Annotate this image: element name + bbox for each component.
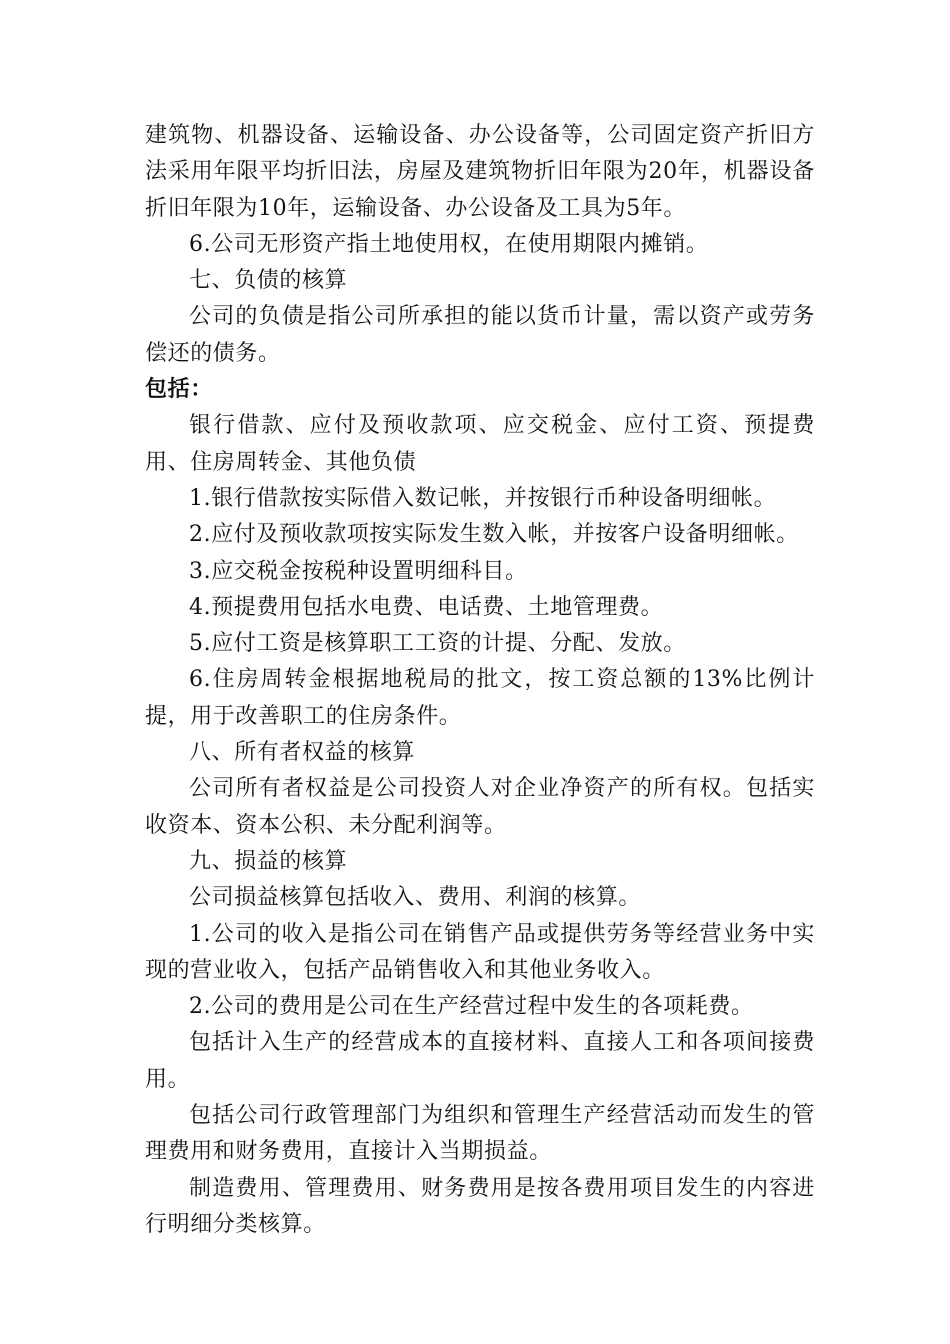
paragraph-payables-receivables: 2.应付及预收款项按实际发生数入帐，并按客户设备明细帐。: [189, 522, 799, 548]
paragraph-admin-costs: 包括公司行政管理部门为组织和管理生产经营活动而发生的管理费用和财务费用，直接计入当期损益。: [145, 1103, 815, 1165]
paragraph-liabilities-definition: 公司的负债是指公司所承担的能以货币计量，需以资产或劳务偿还的债务。: [145, 304, 815, 366]
heading-liabilities: 七、负债的核算: [189, 268, 348, 294]
paragraph-accrued-expenses: 4.预提费用包括水电费、电话费、土地管理费。: [189, 594, 664, 620]
heading-owners-equity: 八、所有者权益的核算: [189, 740, 416, 766]
heading-profit-loss: 九、损益的核算: [189, 848, 348, 874]
paragraph-housing-fund: 6.住房周转金根据地税局的批文，按工资总额的13%比例计提，用于改善职工的住房条件。: [145, 667, 815, 729]
paragraph-liabilities-list: 银行借款、应付及预收款项、应交税金、应付工资、预提费用、住房周转金、其他负债: [145, 413, 815, 475]
document-body: [145, 118, 815, 1243]
paragraph-wages-payable: 5.应付工资是核算职工工资的计提、分配、发放。: [189, 631, 686, 657]
paragraph-taxes: 3.应交税金按税种设置明细科目。: [189, 558, 528, 584]
label-includes: 包括：: [145, 377, 213, 403]
paragraph-profit-loss-scope: 公司损益核算包括收入、费用、利润的核算。: [189, 885, 642, 911]
paragraph-cost-classification: 制造费用、管理费用、财务费用是按各费用项目发生的内容进行明细分类核算。: [145, 1175, 815, 1237]
paragraph-intangible-assets: 6.公司无形资产指土地使用权，在使用期限内摊销。: [189, 231, 709, 257]
paragraph-bank-loans: 1.银行借款按实际借入数记帐，并按银行币种设备明细帐。: [189, 485, 777, 511]
paragraph-fixed-assets-depreciation: 建筑物、机器设备、运输设备、办公设备等，公司固定资产折旧方法采用年限平均折旧法，房屋及建筑物折旧年限为20年，机器设备折旧年限为10年，运输设备、办公设备及工具为5年。: [145, 123, 815, 221]
paragraph-expenses: 2.公司的费用是公司在生产经营过程中发生的各项耗费。: [189, 994, 754, 1020]
paragraph-production-costs: 包括计入生产的经营成本的直接材料、直接人工和各项间接费用。: [145, 1030, 815, 1092]
paragraph-revenue: 1.公司的收入是指公司在销售产品或提供劳务等经营业务中实现的营业收入，包括产品销售收入和其他业务收入。: [145, 921, 815, 983]
paragraph-owners-equity: 公司所有者权益是公司投资人对企业净资产的所有权。包括实收资本、资本公积、未分配利润等。: [145, 776, 815, 838]
